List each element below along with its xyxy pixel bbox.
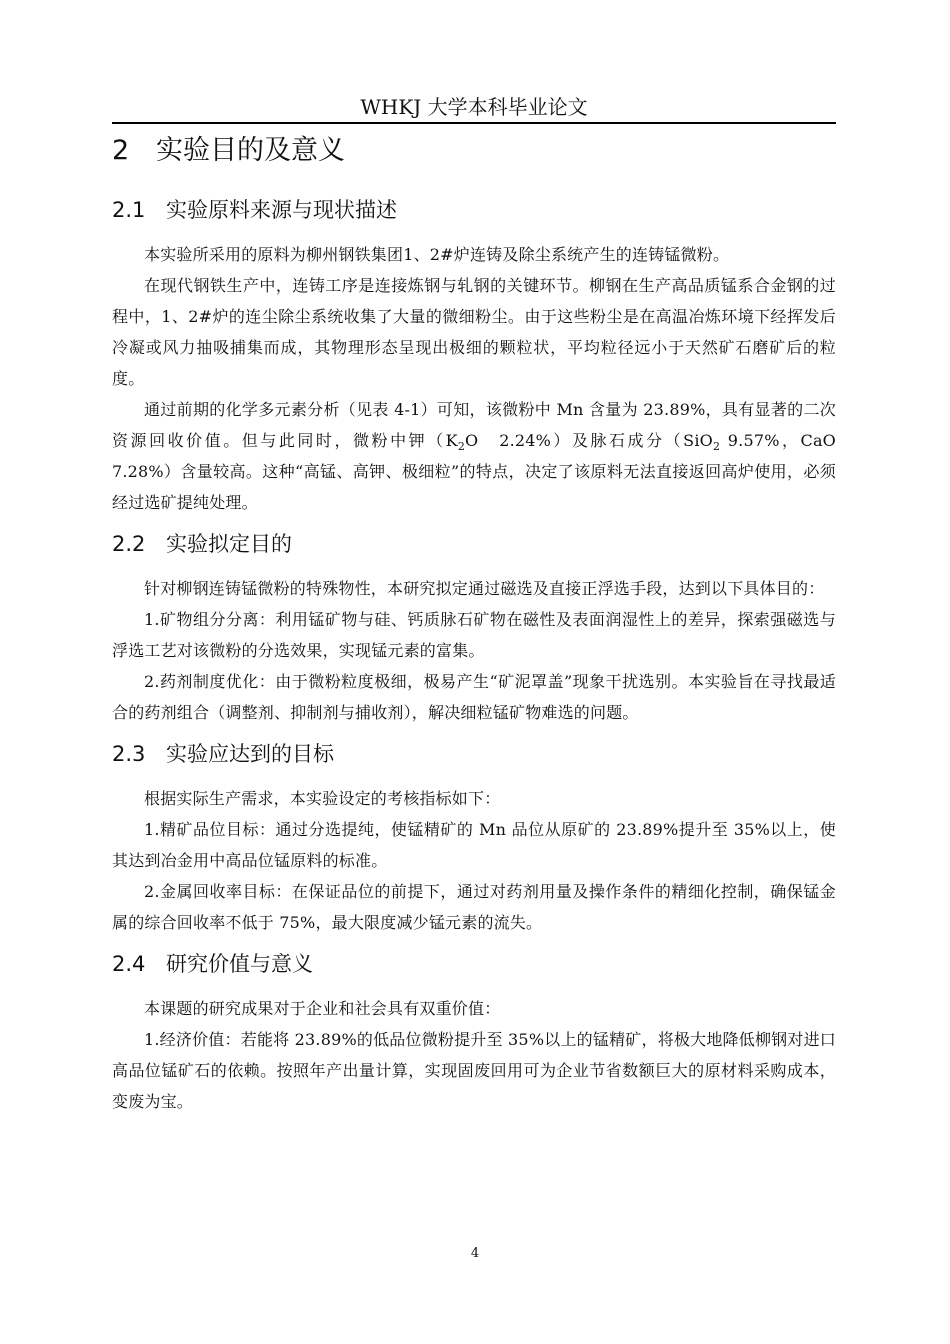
paragraph-chemical-analysis: 通过前期的化学多元素分析（见表 4-1）可知，该微粉中 Mn 含量为 23.89%，具有显著的二次资源回收价值。但与此同时，微粉中钾（$K_2O$ 2.24%）及脉石成分（SiO$_2$ 9.57%，CaO 7.28%）含量较高。这种“高锰、高钾、极细粒”的特点，决定了该原料无法直接返回高炉使用，必须经过选矿提纯处理。 [112, 400, 853, 512]
paragraph: 1.经济价值：若能将 23.89%的低品位微粉提升至 35%以上的锰精矿，将极大地降低柳钢对进口高品位锰矿石的依赖。按照年产出量计算，实现固废回用可为企业节省数额巨大的原材料采购成本，变废为宝。 [112, 1030, 836, 1111]
page-body [112, 130, 853, 1117]
paragraph: 2.金属回收率目标：在保证品位的前提下，通过对药剂用量及操作条件的精细化控制，确保锰金属的综合回收率不低于 75%，最大限度减少锰元素的流失。 [112, 882, 836, 932]
paragraph: 1.精矿品位目标：通过分选提纯，使锰精矿的 Mn 品位从原矿的 23.89%提升至 35%以上，使其达到冶金用中高品位锰原料的标准。 [112, 820, 836, 870]
paragraph: 在现代钢铁生产中，连铸工序是连接炼钢与轧钢的关键环节。柳钢在生产高品质锰系合金钢的过程中，1、2#炉的连尘除尘系统收集了大量的微细粉尘。由于这些粉尘是在高温冶炼环境下经挥发后冷凝或风力抽吸捕集而成，其物理形态呈现出极细的颗粒状，平均粒径远小于天然矿石磨矿后的粒度。 [112, 276, 836, 388]
section-heading [112, 946, 836, 982]
paragraph: 1.矿物组分分离：利用锰矿物与硅、钙质脉石矿物在磁性及表面润湿性上的差异，探索强磁选与浮选工艺对该微粉的分选效果，实现锰元素的富集。 [112, 610, 836, 660]
chapter-number: 2 [112, 135, 130, 166]
header-title: WHKJ 大学本科毕业论文 [360, 95, 588, 119]
subscript: 2 [457, 440, 466, 454]
paragraph: 根据实际生产需求，本实验设定的考核指标如下： [144, 789, 501, 808]
paragraph: 针对柳钢连铸锰微粉的特殊物性，本研究拟定通过磁选及直接正浮选手段，达到以下具体目的： [144, 579, 825, 598]
section-heading [112, 736, 836, 772]
section-title: 实验原料来源与现状描述 [166, 198, 397, 222]
section-number: 2.1 [112, 198, 146, 222]
paragraph: 2.药剂制度优化：由于微粉粒度极细，极易产生“矿泥罩盖”现象干扰选别。本实验旨在寻找最适合的药剂组合（调整剂、抑制剂与捕收剂），解决细粒锰矿物难选的问题。 [112, 672, 836, 722]
page-header [112, 92, 836, 124]
paragraph: 本课题的研究成果对于企业和社会具有双重价值： [144, 999, 501, 1018]
page-number: 4 [470, 1246, 480, 1261]
section-heading [112, 192, 836, 228]
section-number: 2.4 [112, 952, 146, 976]
chapter-title: 实验目的及意义 [156, 135, 345, 166]
section-number: 2.2 [112, 532, 146, 556]
section-heading [112, 526, 836, 562]
section-title: 研究价值与意义 [166, 952, 313, 976]
section-title: 实验应达到的目标 [166, 742, 334, 766]
paragraph: 本实验所采用的原料为柳州钢铁集团1、2#炉连铸及除尘系统产生的连铸锰微粉。 [144, 245, 730, 264]
chapter-heading [112, 130, 836, 172]
section-title: 实验拟定目的 [166, 532, 292, 556]
subscript: 2 [712, 440, 721, 454]
section-number: 2.3 [112, 742, 146, 766]
